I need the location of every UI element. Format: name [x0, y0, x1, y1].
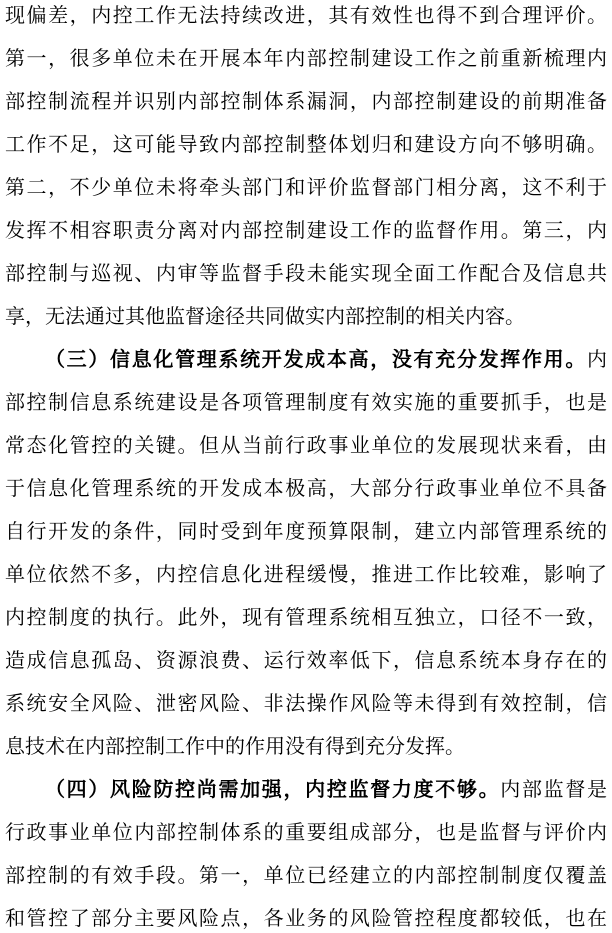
- text-line: 息技术在内部控制工作中的作用没有得到充分发挥。: [5, 734, 465, 758]
- text-line: 部控制流程并识别内部控制体系漏洞，内部控制建设的前期准备: [5, 89, 607, 113]
- text-line: 单位依然不多，内控信息化进程缓慢，推进工作比较难，影响了: [5, 562, 607, 586]
- section-heading-line: [5, 774, 607, 804]
- text-line: 行政事业单位内部控制体系的重要组成部分，也是监督与评价内: [5, 820, 607, 844]
- section-text: 内部监督是: [500, 777, 608, 801]
- text-line: 部控制信息系统建设是各项管理制度有效实施的重要抓手，也是: [5, 390, 607, 414]
- text-line: 部控制与巡视、内审等监督手段未能实现全面工作配合及信息共: [5, 261, 607, 285]
- text-line: 内控制度的执行。此外，现有管理系统相互独立，口径不一致，: [5, 605, 607, 629]
- section-heading: （四）风险防控尚需加强，内控监督力度不够。: [45, 777, 501, 801]
- text-line: 享，无法通过其他监督途径共同做实内部控制的相关内容。: [5, 304, 525, 328]
- text-line: 于信息化管理系统的开发成本极高，大部分行政事业单位不具备: [5, 476, 607, 500]
- text-line: 自行开发的条件，同时受到年度预算限制，建立内部管理系统的: [5, 519, 607, 543]
- text-line: 第一，很多单位未在开展本年内部控制建设工作之前重新梳理内: [5, 46, 607, 70]
- text-line: 部控制的有效手段。第一，单位已经建立的内部控制制度仅覆盖: [5, 863, 607, 887]
- section-text: 内: [587, 347, 607, 371]
- text-line: 和管控了部分主要风险点，各业务的风险管控程度都较低，也在: [5, 906, 607, 930]
- section-heading: （三）信息化管理系统开发成本高，没有充分发挥作用。: [45, 347, 587, 371]
- section-heading-line: [5, 344, 607, 374]
- text-line: 造成信息孤岛、资源浪费、运行效率低下，信息系统本身存在的: [5, 648, 607, 672]
- text-line: 常态化管控的关键。但从当前行政事业单位的发展现状来看，由: [5, 433, 607, 457]
- text-line: 工作不足，这可能导致内部控制整体划归和建设方向不够明确。: [5, 132, 607, 156]
- text-line: 第二，不少单位未将牵头部门和评价监督部门相分离，这不利于: [5, 175, 607, 199]
- text-line: 现偏差，内控工作无法持续改进，其有效性也得不到合理评价。: [5, 3, 607, 27]
- text-line: 发挥不相容职责分离对内部控制建设工作的监督作用。第三，内: [5, 218, 607, 242]
- text-line: 系统安全风险、泄密风险、非法操作风险等未得到有效控制，信: [5, 691, 607, 715]
